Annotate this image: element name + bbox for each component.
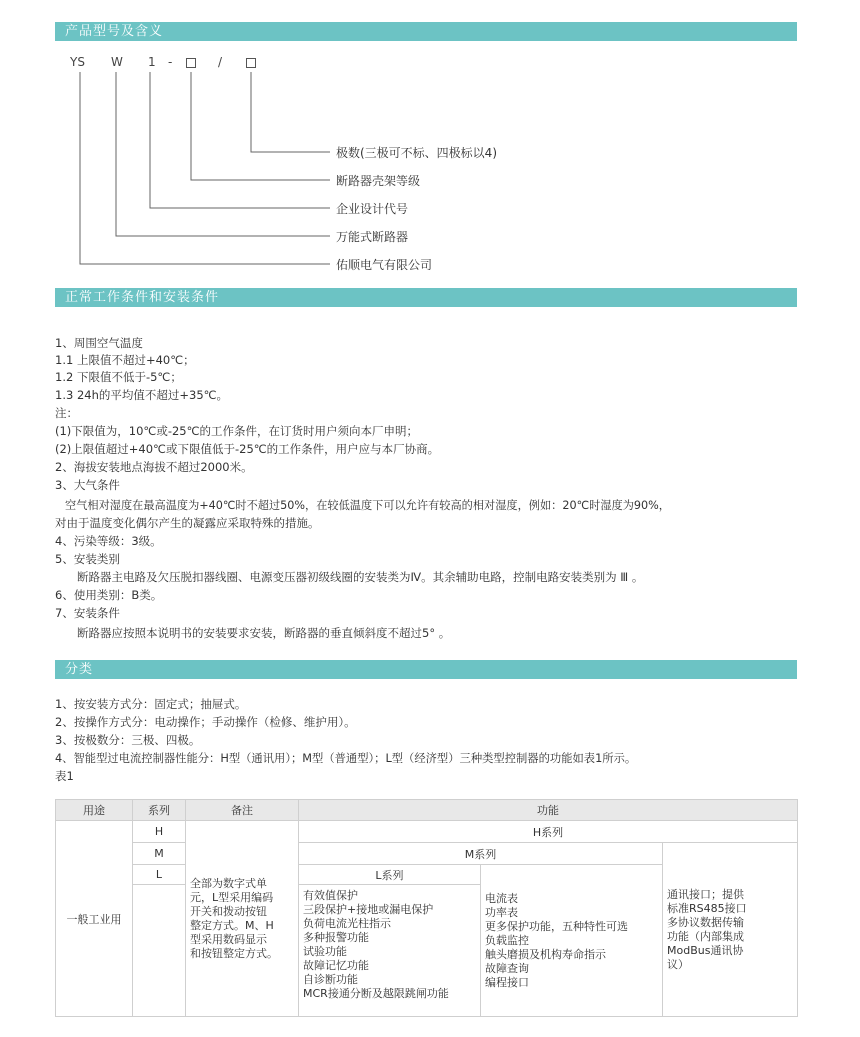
cond-line: (1)下限值为，10℃或-25℃的工作条件，在订货时用户须向本厂申明；: [55, 424, 419, 438]
h-functions-cell: [663, 843, 798, 1017]
l-function-line: 三段保护+接地或漏电保护: [303, 903, 434, 916]
header-series: 系列: [133, 800, 186, 821]
h-series-label: H系列: [299, 821, 798, 843]
l-function-line: 负荷电流光柱指示: [303, 917, 391, 930]
m-function-line: 更多保护功能，五种特性可选: [485, 919, 628, 933]
cond-line: 断路器应按照本说明书的安装要求安装，断路器的垂直倾斜度不超过5° 。: [77, 626, 451, 640]
remark-line: 开关和拨动按钮: [190, 904, 267, 918]
m-function-line: 功率表: [485, 905, 518, 919]
l-function-line: 故障记忆功能: [303, 959, 369, 972]
cond-line: 3、大气条件: [55, 478, 120, 492]
m-function-line: 故障查询: [485, 961, 529, 975]
m-function-line: 负载监控: [485, 933, 529, 947]
cond-line: 空气相对湿度在最高温度为+40℃时不超过50%，在较低温度下可以允许有较高的相对湿度，例如：20℃时湿度为90%，: [65, 499, 670, 512]
cond-line: 1、周围空气温度: [55, 336, 143, 350]
series-blank: [133, 885, 186, 1017]
cond-line: 1.1 上限值不超过+40℃；: [55, 353, 195, 367]
code-part-ys: YS: [70, 55, 85, 69]
header-function: 功能: [299, 800, 798, 821]
cond-line: (2)上限值超过+40℃或下限值低于-25℃的工作条件，用户应与本厂协商。: [55, 442, 440, 456]
code-dash: -: [168, 55, 173, 69]
class-line: 2、按操作方式分：电动操作；手动操作（检修、维护用）。: [55, 715, 356, 729]
class-line: 1、按安装方式分：固定式；抽屉式。: [55, 697, 247, 711]
h-function-line: 通讯接口；提供: [667, 887, 744, 901]
code-part-1: 1: [148, 55, 156, 69]
section-header-classification: 分类: [55, 660, 797, 679]
tree-label-company: 佑顺电气有限公司: [336, 258, 433, 272]
l-function-line: 多种报警功能: [303, 931, 369, 944]
remark-line: 整定方式。M、H: [190, 918, 274, 932]
code-slash: /: [218, 55, 223, 69]
cond-line: 6、使用类别：B类。: [55, 588, 163, 602]
cond-line: 2、海拔安装地点海拔不超过2000米。: [55, 460, 253, 474]
series-l: L: [133, 865, 186, 885]
cond-line: 1.3 24h的平均值不超过+35℃。: [55, 388, 229, 402]
l-function-line: 试验功能: [303, 945, 347, 958]
section-header-model: 产品型号及含义: [55, 22, 797, 41]
remark-line: 型采用数码显示: [190, 932, 267, 946]
header-remark: 备注: [186, 800, 299, 821]
l-function-line: MCR接通分断及越限跳闸功能: [303, 987, 449, 1000]
h-function-line: 标准RS485接口: [667, 901, 747, 915]
h-function-line: 多协议数据传输: [667, 915, 744, 929]
cond-line: 4、污染等级：3级。: [55, 534, 162, 548]
section-header-conditions: 正常工作条件和安装条件: [55, 288, 797, 307]
m-function-line: 触头磨损及机构寿命指示: [485, 947, 606, 961]
l-functions-cell: [299, 885, 481, 1017]
cond-line: 7、安装条件: [55, 606, 120, 620]
tree-label-design-code: 企业设计代号: [336, 202, 409, 216]
cond-line: 断路器主电路及欠压脱扣器线圈、电源变压器初级线圈的安装类为Ⅳ。其余辅助电路，控制电路安装类别为 Ⅲ 。: [77, 570, 644, 584]
table-label: 表1: [55, 769, 74, 783]
m-series-label: M系列: [299, 843, 663, 865]
l-series-label: L系列: [299, 865, 481, 885]
tree-label-breaker-type: 万能式断路器: [336, 230, 409, 244]
usage-cell: 一般工业用: [56, 821, 133, 1017]
h-function-line: 功能（内部集成: [667, 929, 744, 943]
remark-line: 元，L型采用编码: [190, 890, 274, 904]
h-function-line: 议）: [667, 957, 689, 971]
m-function-line: 电流表: [485, 891, 518, 905]
h-function-line: ModBus通讯协: [667, 943, 744, 957]
cond-line: 注：: [55, 406, 78, 420]
remark-line: 全部为数字式单: [190, 876, 267, 890]
series-h: H: [133, 821, 186, 843]
m-function-line: 编程接口: [485, 975, 529, 989]
cond-line: 对由于温度变化偶尔产生的凝露应采取特殊的措施。: [55, 516, 320, 530]
model-tree-lines: [0, 0, 860, 280]
class-line: 3、按极数分：三极、四极。: [55, 733, 201, 747]
class-line: 4、智能型过电流控制器性能分：H型（通讯用）；M型（普通型）；L型（经济型）三种类型控制器的功能如表1所示。: [55, 752, 637, 765]
series-m: M: [133, 843, 186, 865]
l-function-line: 自诊断功能: [303, 973, 358, 986]
tree-label-poles: 极数(三极可不标、四极标以4): [336, 146, 497, 160]
m-functions-cell: [481, 865, 663, 1017]
code-part-w: W: [111, 55, 123, 69]
remark-line: 和按钮整定方式。: [190, 946, 278, 960]
cond-line: 1.2 下限值不低于-5℃；: [55, 370, 182, 384]
controller-function-table: [55, 799, 798, 1017]
cond-line: 5、安装类别: [55, 552, 120, 566]
header-usage: 用途: [56, 800, 133, 821]
remark-cell: [186, 821, 299, 1017]
tree-label-frame: 断路器壳架等级: [336, 174, 421, 188]
l-function-line: 有效值保护: [303, 889, 358, 902]
